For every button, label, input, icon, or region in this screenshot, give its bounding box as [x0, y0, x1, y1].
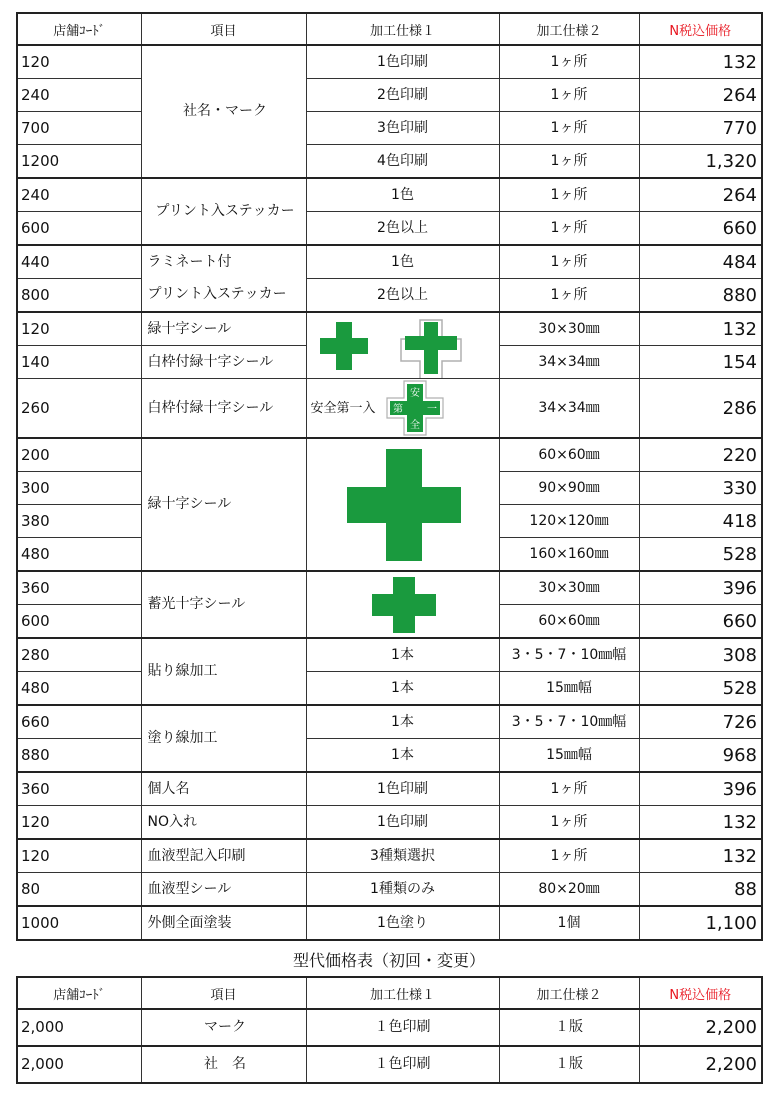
price-cell: 2,200	[639, 1009, 762, 1046]
header-code: 店舗ｺｰﾄﾞ	[17, 13, 141, 45]
table-row	[17, 379, 762, 439]
code-cell: 2,000	[17, 1009, 141, 1046]
code-cell: 600	[17, 212, 141, 246]
die-price-table	[16, 976, 763, 1084]
spec2-cell: 15㎜幅	[499, 672, 639, 706]
table-row	[17, 672, 762, 706]
price-cell: 880	[639, 279, 762, 313]
green-cross-image-pair	[307, 314, 500, 378]
price-cell: 396	[639, 571, 762, 605]
table-row	[17, 279, 762, 313]
price-cell: 968	[639, 739, 762, 773]
spec1-cell: 1本	[306, 739, 499, 773]
item-cell: プリント入ステッカー	[141, 178, 306, 245]
spec2-cell: 1ヶ所	[499, 45, 639, 79]
table-row	[17, 772, 762, 806]
code-cell: 240	[17, 79, 141, 112]
spec2-cell: 1ヶ所	[499, 145, 639, 179]
item-cell: 塗り線加工	[141, 705, 306, 772]
spec1-cell: 4色印刷	[306, 145, 499, 179]
price-cell: 528	[639, 538, 762, 572]
code-cell: 480	[17, 672, 141, 706]
badge-right-char: 一	[426, 404, 437, 415]
green-cross-icon	[320, 322, 368, 370]
table-row	[17, 705, 762, 739]
item-cell: 社名・マーク	[141, 45, 306, 178]
price-cell: 264	[639, 79, 762, 112]
luminous-green-cross-icon	[307, 573, 500, 637]
code-cell: 440	[17, 245, 141, 279]
code-cell: 280	[17, 638, 141, 672]
code-cell: 120	[17, 312, 141, 346]
item-cell: 緑十字シール	[141, 312, 306, 346]
spec1-cell: １色印刷	[306, 1046, 499, 1083]
code-cell: 880	[17, 739, 141, 773]
spec2-cell: 3・5・7・10㎜幅	[499, 705, 639, 739]
table-row	[17, 178, 762, 212]
spec2-cell: 1ヶ所	[499, 112, 639, 145]
price-cell: 726	[639, 705, 762, 739]
spec1-cell: 1本	[306, 672, 499, 706]
table-header-row	[17, 13, 762, 45]
code-cell: 600	[17, 605, 141, 639]
spec1-cell: 2色以上	[306, 279, 499, 313]
spec2-cell: 120×120㎜	[499, 505, 639, 538]
table-row	[17, 245, 762, 279]
table-row	[17, 1009, 762, 1046]
spec2-cell: 1ヶ所	[499, 212, 639, 246]
code-cell: 200	[17, 438, 141, 472]
item-cell: 外側全面塗装	[141, 906, 306, 940]
spec2-cell: １版	[499, 1009, 639, 1046]
spec2-cell: 1ヶ所	[499, 772, 639, 806]
item-cell: 緑十字シール	[141, 438, 306, 571]
spec1-cell: 1色	[306, 178, 499, 212]
code-cell: 140	[17, 346, 141, 379]
spec1-cell: 3色印刷	[306, 112, 499, 145]
spec1-cell: 1本	[306, 705, 499, 739]
code-cell: 360	[17, 772, 141, 806]
spec2-cell: 60×60㎜	[499, 605, 639, 639]
price-cell: 660	[639, 212, 762, 246]
price-cell: 286	[639, 379, 762, 439]
code-cell: 1200	[17, 145, 141, 179]
table-row	[17, 79, 762, 112]
code-cell: 660	[17, 705, 141, 739]
price-cell: 528	[639, 672, 762, 706]
spec1-cell: １色印刷	[306, 1009, 499, 1046]
code-cell: 260	[17, 379, 141, 439]
price-cell: 330	[639, 472, 762, 505]
spec1-cell	[306, 312, 499, 379]
spec1-cell	[306, 379, 499, 439]
large-green-cross-icon	[307, 441, 500, 569]
table-row	[17, 312, 762, 346]
spec1-cell: 2色印刷	[306, 79, 499, 112]
item-cell: マーク	[141, 1009, 306, 1046]
table-row	[17, 145, 762, 179]
spec2-cell: 34×34㎜	[499, 379, 639, 439]
spec1-text: 安全第一入	[310, 400, 376, 416]
spec2-cell: 1ヶ所	[499, 279, 639, 313]
table-row	[17, 112, 762, 145]
table-row	[17, 438, 762, 472]
header-code: 店舗ｺｰﾄﾞ	[17, 977, 141, 1009]
spec1-cell	[306, 571, 499, 638]
item-cell: 社 名	[141, 1046, 306, 1083]
spec1-cell: 2色以上	[306, 212, 499, 246]
price-cell: 220	[639, 438, 762, 472]
price-cell: 660	[639, 605, 762, 639]
spec2-cell: 1個	[499, 906, 639, 940]
table-header-row	[17, 977, 762, 1009]
item-cell: 白枠付緑十字シール	[141, 379, 306, 439]
item-cell: 蓄光十字シール	[141, 571, 306, 638]
table-row	[17, 839, 762, 873]
price-cell: 132	[639, 312, 762, 346]
item-cell: 血液型記入印刷	[141, 839, 306, 873]
price-cell: 396	[639, 772, 762, 806]
header-item: 項目	[141, 977, 306, 1009]
code-cell: 240	[17, 178, 141, 212]
price-cell: 418	[639, 505, 762, 538]
table-row	[17, 873, 762, 907]
die-price-title: 型代価格表（初回・変更）	[292, 951, 485, 970]
spec1-cell: 1色塗り	[306, 906, 499, 940]
price-cell: 264	[639, 178, 762, 212]
price-cell: 308	[639, 638, 762, 672]
spec1-cell	[306, 438, 499, 571]
spec2-cell: 3・5・7・10㎜幅	[499, 638, 639, 672]
table-row	[17, 906, 762, 940]
spec2-cell: 15㎜幅	[499, 739, 639, 773]
white-framed-green-cross-icon	[401, 320, 461, 378]
spec2-cell: 1ヶ所	[499, 245, 639, 279]
price-table	[16, 12, 763, 941]
code-cell: 2,000	[17, 1046, 141, 1083]
spec2-cell: １版	[499, 1046, 639, 1083]
table-row	[17, 739, 762, 773]
table-row	[17, 571, 762, 605]
spec2-cell: 1ヶ所	[499, 839, 639, 873]
spec2-cell: 1ヶ所	[499, 79, 639, 112]
code-cell: 80	[17, 873, 141, 907]
item-cell: ラミネート付	[141, 245, 306, 279]
price-cell: 770	[639, 112, 762, 145]
price-cell: 1,320	[639, 145, 762, 179]
table-row	[17, 212, 762, 246]
table-row	[17, 806, 762, 840]
badge-left-char: 第	[392, 404, 403, 415]
spec1-cell: 1色	[306, 245, 499, 279]
header-price: N税込価格	[639, 977, 762, 1009]
header-spec1: 加工仕様１	[306, 977, 499, 1009]
spec1-cell: 1色印刷	[306, 772, 499, 806]
spec1-cell: 1本	[306, 638, 499, 672]
table-row	[17, 45, 762, 79]
code-cell: 300	[17, 472, 141, 505]
price-cell: 1,100	[639, 906, 762, 940]
price-cell: 132	[639, 45, 762, 79]
spec2-cell: 1ヶ所	[499, 178, 639, 212]
spec2-cell: 60×60㎜	[499, 438, 639, 472]
item-cell: 血液型シール	[141, 873, 306, 907]
table-row	[17, 638, 762, 672]
header-spec2: 加工仕様２	[499, 13, 639, 45]
badge-top-char: 安	[409, 388, 420, 399]
code-cell: 120	[17, 839, 141, 873]
item-cell: プリント入ステッカー	[141, 279, 306, 313]
spec2-cell: 30×30㎜	[499, 312, 639, 346]
spec1-cell: 1色印刷	[306, 45, 499, 79]
code-cell: 380	[17, 505, 141, 538]
price-cell: 154	[639, 346, 762, 379]
header-price: N税込価格	[639, 13, 762, 45]
price-cell: 2,200	[639, 1046, 762, 1083]
spec2-cell: 80×20㎜	[499, 873, 639, 907]
item-cell: 個人名	[141, 772, 306, 806]
spec2-cell: 160×160㎜	[499, 538, 639, 572]
spec2-cell: 1ヶ所	[499, 806, 639, 840]
table-row	[17, 1046, 762, 1083]
badge-bottom-char: 全	[409, 420, 420, 431]
header-spec2: 加工仕様２	[499, 977, 639, 1009]
code-cell: 480	[17, 538, 141, 572]
code-cell: 360	[17, 571, 141, 605]
code-cell: 700	[17, 112, 141, 145]
header-spec1: 加工仕様１	[306, 13, 499, 45]
item-cell: 貼り線加工	[141, 638, 306, 705]
spec2-cell: 30×30㎜	[499, 571, 639, 605]
code-cell: 1000	[17, 906, 141, 940]
spec2-cell: 90×90㎜	[499, 472, 639, 505]
item-cell: NO入れ	[141, 806, 306, 840]
code-cell: 120	[17, 806, 141, 840]
code-cell: 800	[17, 279, 141, 313]
safety-first-cross-icon	[386, 380, 444, 436]
price-cell: 132	[639, 839, 762, 873]
spec2-cell: 34×34㎜	[499, 346, 639, 379]
code-cell: 120	[17, 45, 141, 79]
item-cell: 白枠付緑十字シール	[141, 346, 306, 379]
price-cell: 88	[639, 873, 762, 907]
spec1-cell: 3種類選択	[306, 839, 499, 873]
price-cell: 484	[639, 245, 762, 279]
price-cell: 132	[639, 806, 762, 840]
spec1-cell: 1色印刷	[306, 806, 499, 840]
header-item: 項目	[141, 13, 306, 45]
spec1-cell: 1種類のみ	[306, 873, 499, 907]
